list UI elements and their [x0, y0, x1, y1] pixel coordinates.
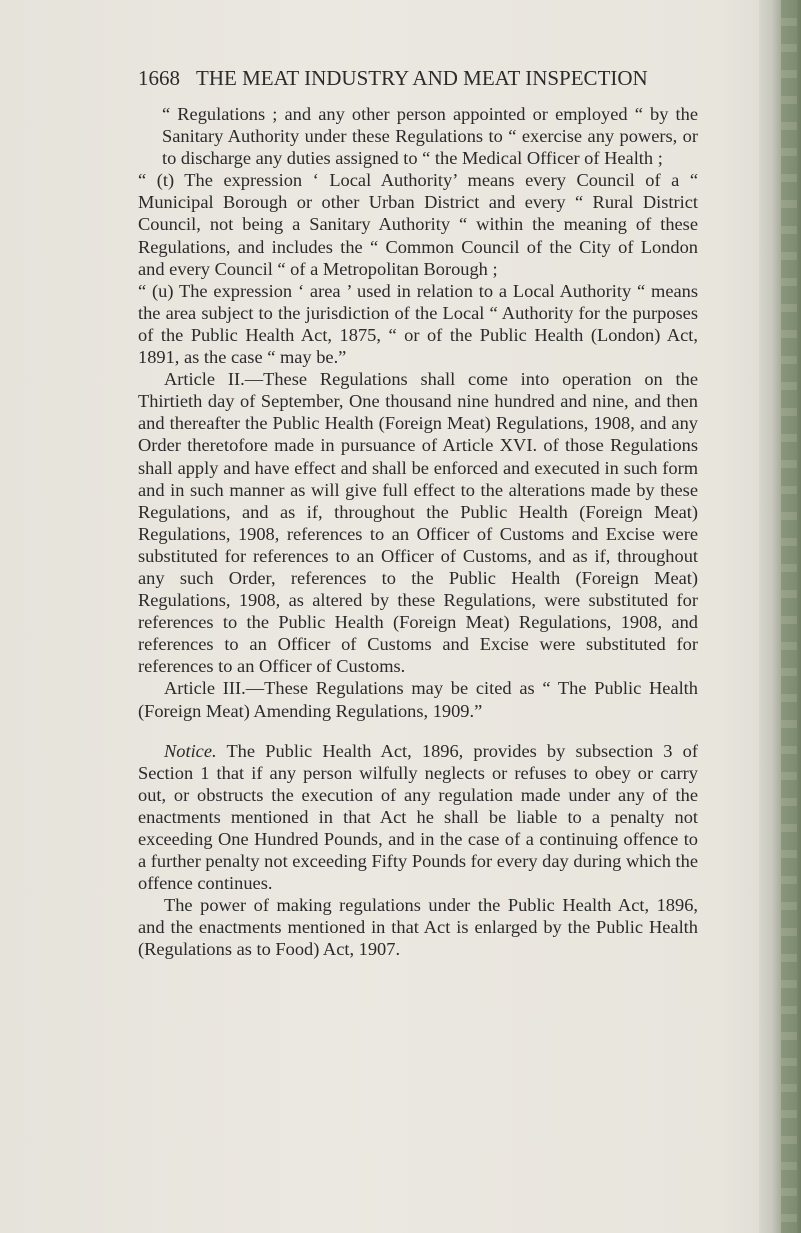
- paragraph-article-ii: Article II.—These Regulations shall come into operation on the Thirtieth day of September, One thousand nine hundred and nine, and then and thereafter the Public Health (Foreign Meat) Regulations, 1908, and any Order theretofore made in pursuance of Article XVI. of those Regulations shall apply and have effect and shall be enforced and executed in such form and in such manner as will give full effect to the alterations made by these Regulations, and as if, throughout the Public Health (Foreign Meat) Regulations, 1908, references to an Officer of Customs and Excise were substituted for references to an Officer of Customs, and as if, throughout any such Order, references to the Public Health (Foreign Meat) Regulations, 1908, as altered by these Regulations, were substituted for references to the Public Health (Foreign Meat) Regulations, 1908, and references to an Officer of Customs and Excise were substituted for references to an Officer of Customs.: [138, 369, 698, 677]
- book-spine: [759, 0, 801, 1233]
- running-header: [138, 66, 698, 91]
- paragraph-notice: Notice. The Public Health Act, 1896, provides by subsection 3 of Section 1 that if any person wilfully neglects or refuses to obey or carry out, or obstructs the execution of any regulation made under any of the enactments mentioned in that Act he shall be liable to a penalty not exceeding One Hundred Pounds, and in the case of a continuing offence to a further penalty not exceeding Fifty Pounds for every day during which the offence continues.: [138, 740, 698, 894]
- paragraph-article-iii: Article III.—These Regulations may be cited as “ The Public Health (Foreign Meat) Amending Regulations, 1909.”: [138, 678, 698, 721]
- notice-label: Notice.: [164, 740, 217, 761]
- page-number: 1668: [138, 66, 180, 90]
- paragraph-power: The power of making regulations under the Public Health Act, 1896, and the enactments mentioned in that Act is enlarged by the Public Health (Regulations as to Food) Act, 1907.: [138, 895, 698, 960]
- clause-label: “ (u): [138, 280, 174, 301]
- paragraph-regulations-officer: “ Regulations ; and any other person appointed or employed “ by the Sanitary Authority under these Regulations to “ exercise any powers, or to discharge any duties assigned to “ the Medical Officer of Health ;: [162, 104, 698, 169]
- paragraph-area: “ (u) The expression ‘ area ’ used in relation to a Local Authority “ means the area subject to the jurisdiction of the Local “ Authority for the purposes of the Public Health Act, 1875, “ or of the Public Health (London) Act, 1891, as the case “ may be.”: [138, 280, 698, 368]
- page-body: [138, 103, 698, 961]
- running-title: THE MEAT INDUSTRY AND MEAT INSPECTION: [196, 66, 648, 90]
- spine-binding: [781, 0, 797, 1233]
- clause-label: “ (t): [138, 170, 175, 191]
- paragraph-local-authority: “ (t) The expression ‘ Local Authority’ means every Council of a “ Municipal Borough or other Urban District and every “ Rural District Council, not being a Sanitary Authority “ within the meaning of these Regulations, and includes the “ Common Council of the City of London and every Council “ of a Metropolitan Borough ;: [138, 170, 698, 279]
